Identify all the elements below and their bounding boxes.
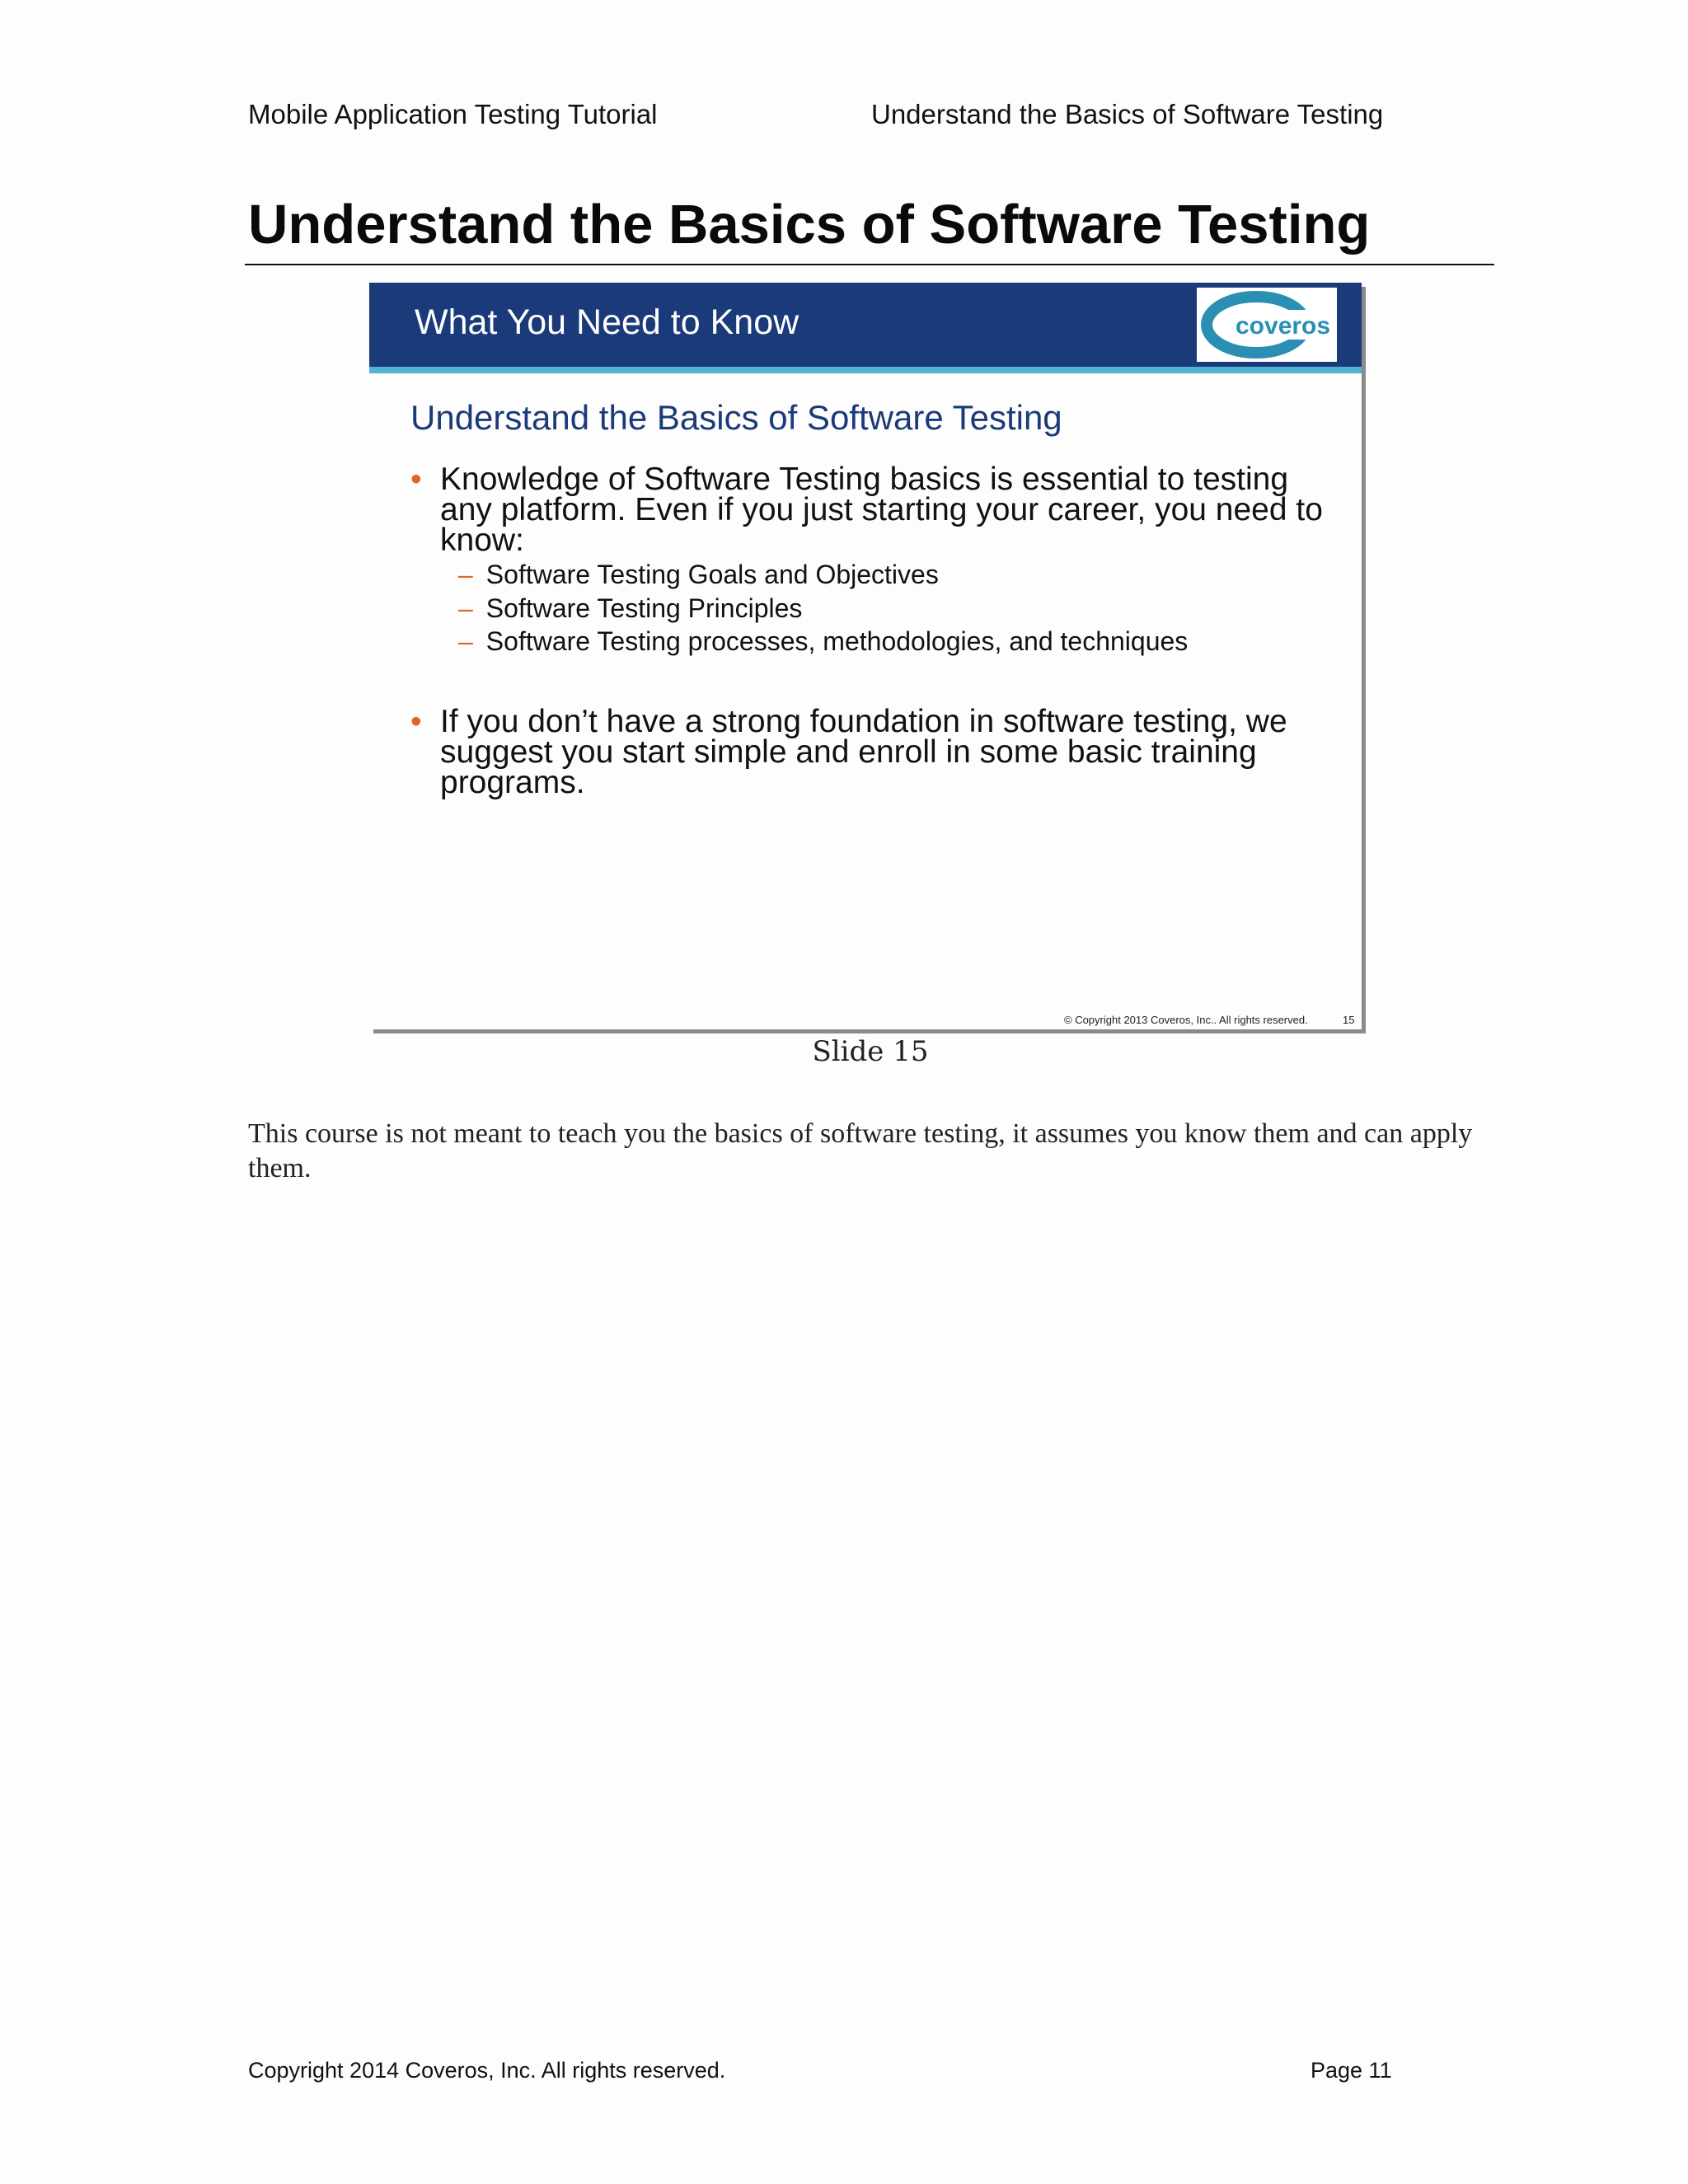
- slide-subtitle: Understand the Basics of Software Testing: [410, 398, 1062, 437]
- slide-caption: Slide 15: [812, 1035, 929, 1068]
- page-number: Page 11: [1311, 2058, 1392, 2083]
- slide-header-title: What You Need to Know: [415, 302, 799, 342]
- slide-sub-bullet: [458, 593, 802, 624]
- title-underline: [245, 264, 1494, 265]
- slide-sub-bullet: [458, 560, 939, 590]
- sub-bullet-marker: –: [458, 626, 473, 656]
- slide-number: 15: [1343, 1014, 1355, 1026]
- slide-header-stripe: [369, 367, 1362, 373]
- sub-bullet-marker: –: [458, 560, 473, 589]
- coveros-logo-icon: [1197, 288, 1337, 362]
- running-header-right: Understand the Basics of Software Testing: [871, 99, 1384, 129]
- logo-wordmark: coveros: [1236, 312, 1331, 340]
- body-paragraph: This course is not meant to teach you the basics of software testing, it assumes you know them and can apply them.: [248, 1118, 1473, 1183]
- bullet-text: If you don’t have a strong foundation in software testing, we suggest you start simple and enroll in some basic training programs.: [440, 704, 1287, 800]
- sub-bullet-text: Software Testing processes, methodologies, and techniques: [485, 626, 1189, 656]
- slide-bullet: [410, 706, 1325, 798]
- bullet-marker: •: [410, 704, 422, 739]
- running-header-left: Mobile Application Testing Tutorial: [248, 99, 658, 129]
- coveros-logo: [1197, 288, 1337, 362]
- slide-bullet: [410, 462, 1325, 558]
- sub-bullet-text: Software Testing Goals and Objectives: [485, 560, 939, 589]
- running-footer-copyright: Copyright 2014 Coveros, Inc. All rights reserved.: [248, 2058, 726, 2083]
- sub-bullet-marker: –: [458, 593, 473, 623]
- slide-copyright: © Copyright 2013 Coveros, Inc.. All rights reserved.: [1064, 1014, 1308, 1026]
- slide-image: [369, 283, 1362, 1029]
- slide-sub-bullet: [458, 626, 1188, 657]
- sub-bullet-text: Software Testing Principles: [485, 593, 803, 623]
- bullet-text: Knowledge of Software Testing basics is essential to testing any platform. Even if you just starting your career, you need to know:: [440, 462, 1323, 558]
- bullet-marker: •: [410, 462, 422, 497]
- page-title: Understand the Basics of Software Testing: [248, 194, 1371, 255]
